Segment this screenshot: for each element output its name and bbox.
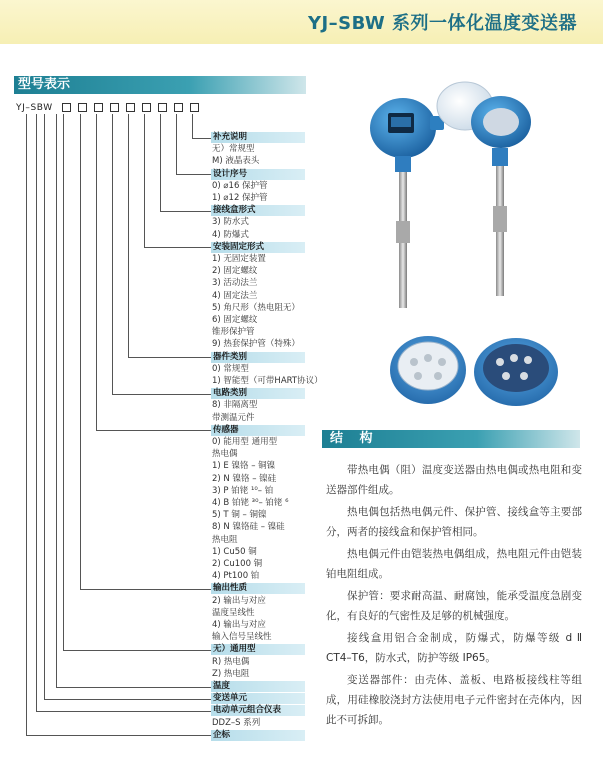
model-option: 5) 角尺形（热电阻无） (212, 302, 300, 313)
model-option: 4) Pt100 铂 (212, 571, 260, 582)
tree-connector (176, 114, 177, 174)
model-option: 0) ⌀16 保护管 (212, 180, 268, 191)
model-option: 3) 防水式 (212, 217, 249, 228)
model-option: 4) 输出与对应 (212, 620, 266, 630)
model-option: 温度呈线性 (212, 607, 255, 618)
model-code-box (126, 103, 135, 112)
model-option: 锥形保护管 (212, 327, 255, 338)
model-option: R) 热电偶 (212, 656, 250, 667)
tree-connector (128, 357, 211, 358)
structure-paragraph: 热电偶元件由铠装热电偶组成，热电阻元件由铠装铂电阻组成。 (326, 548, 582, 580)
model-category-label: 企标 (211, 730, 305, 741)
model-code-box (94, 103, 103, 112)
tree-connector (144, 247, 211, 248)
model-section-title: 型号表示 (14, 76, 306, 94)
model-code-box (78, 103, 87, 112)
tree-connector (96, 430, 211, 431)
model-option: 1) E 镍铬 – 铜镍 (212, 461, 276, 472)
structure-paragraph: 接线盒用铝合金制成，防爆式，防爆等级 d Ⅱ CT4–T6，防水式，防护等级 IP65。 (326, 632, 582, 664)
model-option: Z) 热电阻 (212, 668, 250, 679)
tree-connector (160, 114, 161, 211)
model-code-box (142, 103, 151, 112)
model-category-label: 输出性质 (211, 583, 305, 594)
tree-connector (36, 711, 211, 712)
tree-connector (56, 687, 211, 688)
structure-section-title: 结 构 (322, 430, 580, 448)
model-option: 2) 输出与对应 (212, 595, 266, 606)
model-option: 9) 热套保护管（特殊） (212, 339, 300, 350)
model-option: 1) ⌀12 保护管 (212, 193, 268, 203)
model-category-label: 补充说明 (211, 132, 305, 143)
model-category-label: 设计序号 (211, 169, 305, 180)
tree-connector (192, 114, 193, 138)
page-title: YJ–SBW 系列一体化温度变送器 (307, 13, 577, 34)
model-option: 5) T 铜 – 铜镍 (212, 510, 267, 521)
structure-paragraph: 热电偶包括热电偶元件、保护管、接线盒等主要部分，两者的接线盒和保护管相同。 (326, 506, 582, 538)
tree-connector (176, 174, 211, 175)
model-category-label: 接线盒形式 (211, 205, 305, 216)
model-option: 热电阻 (212, 534, 238, 545)
model-option: DDZ–S 系列 (212, 717, 261, 728)
model-option: 2) N 镍铬 – 镍硅 (212, 473, 277, 484)
model-option: 2) Cu100 铜 (212, 559, 263, 569)
model-option: M) 液晶表头 (212, 156, 260, 167)
model-category-label: 传感器 (211, 425, 305, 436)
model-option: 带测温元件 (212, 412, 255, 423)
model-option: 8) N 镍铬硅 – 镍硅 (212, 522, 285, 533)
tree-connector (26, 114, 27, 735)
model-option: 热电偶 (212, 449, 238, 460)
tree-connector (63, 114, 64, 650)
model-option: 4) 固定法兰 (212, 290, 258, 301)
model-option: 8) 非隔离型 (212, 400, 258, 411)
model-category-label: 无）通用型 (211, 644, 305, 655)
page-header (0, 0, 603, 44)
tree-connector (160, 211, 211, 212)
transmitter-photo (355, 76, 545, 316)
model-code: YJ–SBW (16, 103, 53, 113)
model-option: 3) 活动法兰 (212, 278, 258, 289)
model-option: 4) 防爆式 (212, 229, 249, 240)
model-option: 1) 无固定装置 (212, 254, 266, 264)
tree-connector (112, 114, 113, 394)
tree-connector (192, 138, 211, 139)
tree-connector (36, 114, 37, 711)
tree-connector (128, 114, 129, 357)
model-code-box (62, 103, 71, 112)
model-option: 2) 固定螺纹 (212, 266, 258, 277)
tree-connector (44, 114, 45, 699)
model-option: 4) B 铂铑 ³⁰– 铂铑 ⁶ (212, 498, 289, 508)
model-category-label: 电路类别 (211, 388, 305, 399)
model-code-box (190, 103, 199, 112)
model-option: 输入信号呈线性 (212, 632, 272, 643)
model-category-label: 电动单元组合仪表 (211, 705, 305, 716)
structure-paragraph: 保护管：要求耐高温、耐腐蚀，能承受温度急剧变化，有良好的气密性及足够的机械强度。 (326, 590, 582, 622)
tree-connector (112, 394, 211, 395)
tree-connector (26, 735, 211, 736)
model-category-label: 温度 (211, 681, 305, 692)
model-option: 0) 能用型 通用型 (212, 437, 278, 447)
model-code-box (110, 103, 119, 112)
tree-connector (144, 114, 145, 247)
structure-paragraph: 带热电偶（阻）温度变送器由热电偶或热电阻和变送器部件组成。 (326, 464, 582, 496)
tree-connector (96, 114, 97, 430)
tree-connector (63, 650, 211, 651)
structure-paragraph: 变送器部件：由壳体、盖板、电路板接线柱等组成，用硅橡胶浇封方法使用电子元件密封在壳体内，因此不可拆卸。 (326, 674, 582, 726)
tree-connector (80, 114, 81, 589)
model-option: 1) 智能型（可带HART协议） (212, 376, 323, 386)
model-option: 1) Cu50 铜 (212, 546, 257, 557)
tree-connector (44, 699, 211, 700)
model-option: 0) 常规型 (212, 363, 249, 374)
model-option: 无）常规型 (212, 144, 255, 155)
model-option: 6) 固定螺纹 (212, 315, 258, 325)
model-code-box (158, 103, 167, 112)
model-code-box (174, 103, 183, 112)
model-category-label: 变送单元 (211, 693, 305, 704)
tree-connector (56, 114, 57, 687)
tree-connector (80, 589, 211, 590)
transmitter-modules-photo (388, 328, 568, 410)
model-category-label: 器件类别 (211, 352, 305, 363)
model-category-label: 安装固定形式 (211, 242, 305, 253)
model-option: 3) P 铂铑 ¹⁰– 铂 (212, 485, 274, 496)
